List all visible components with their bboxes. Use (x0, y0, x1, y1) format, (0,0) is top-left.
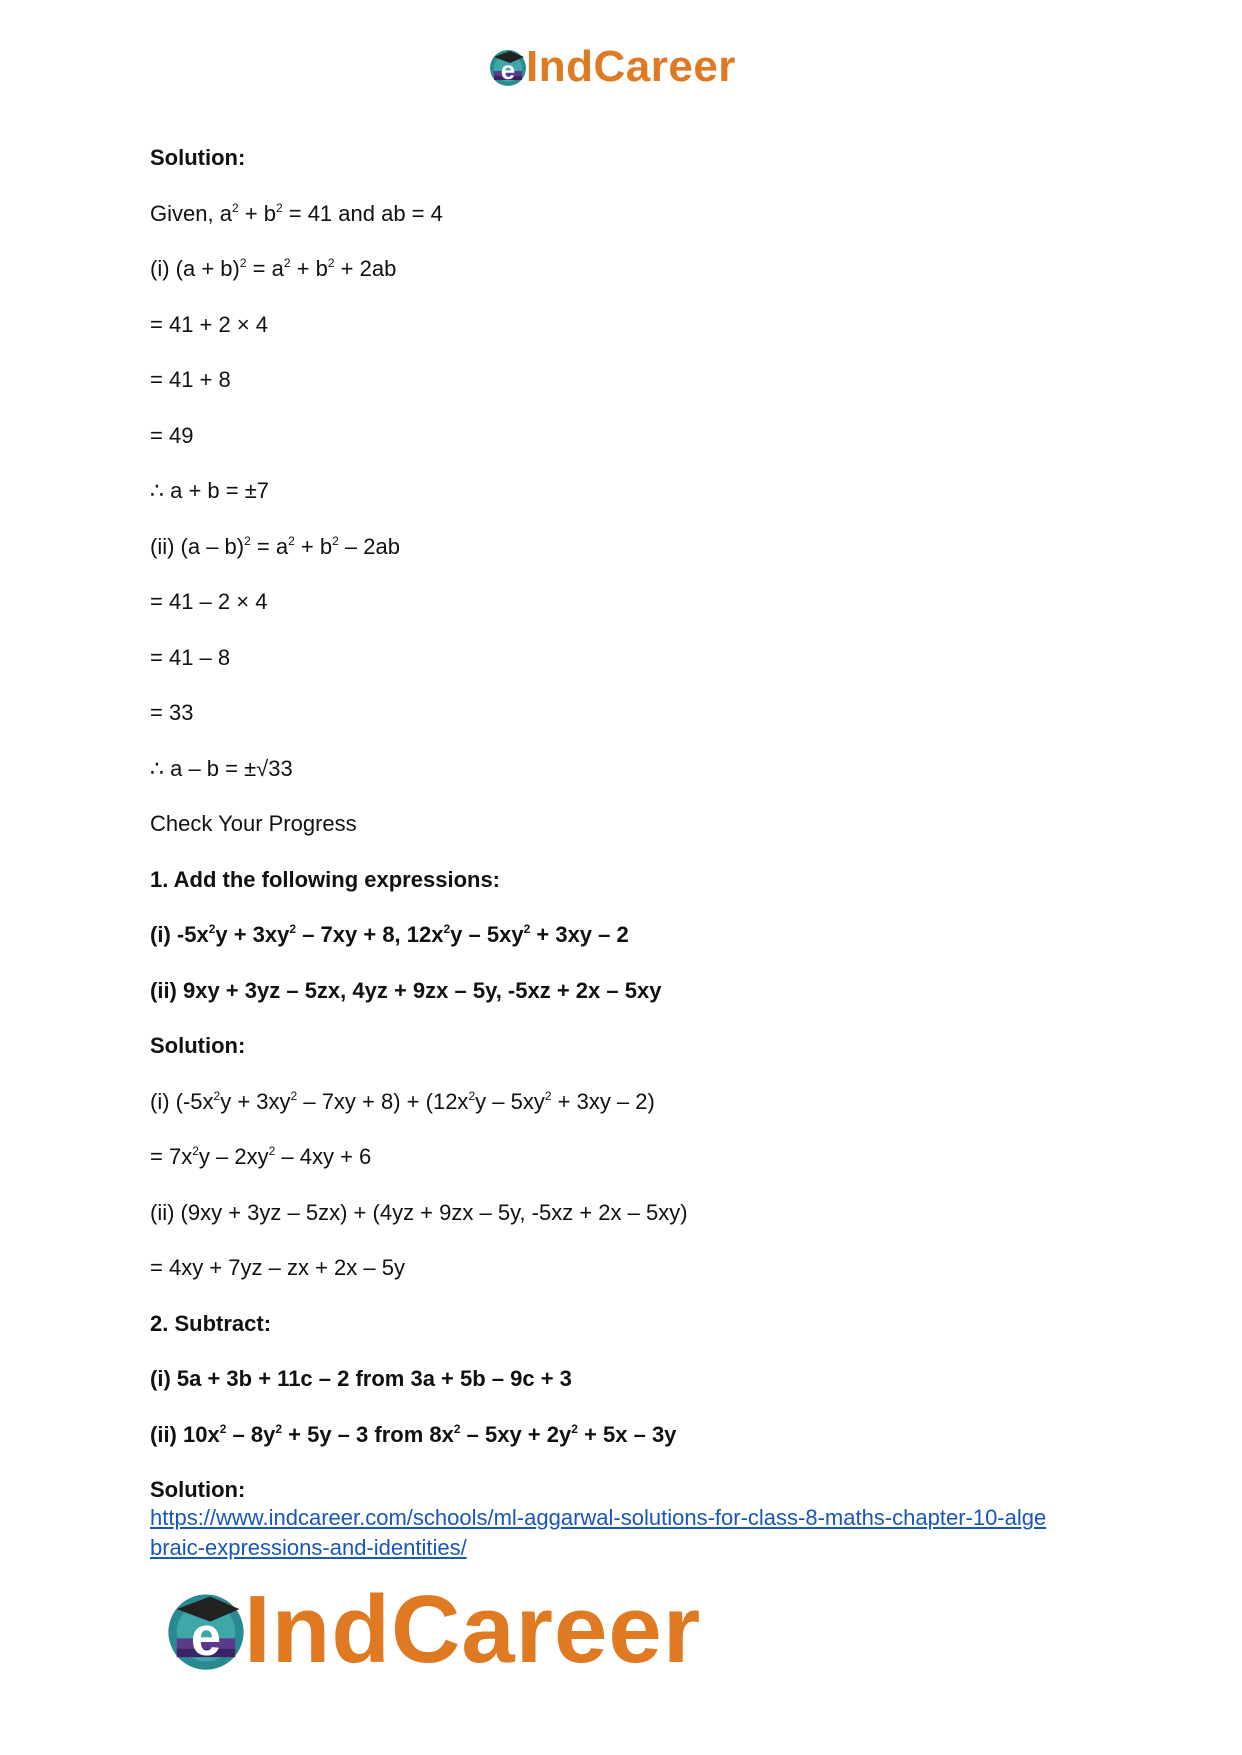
text-line (150, 978, 1100, 1004)
text-line (150, 1200, 1100, 1226)
text-run: (i) (-5x (150, 1088, 214, 1114)
text-line (150, 145, 1100, 171)
text-run: = 41 – 2 × 4 (150, 589, 268, 614)
emblem-letter: e (190, 1606, 222, 1668)
text-run: Given, a (150, 200, 232, 226)
superscript: 2 (219, 1421, 227, 1436)
text-run: – 5xy + 2y (460, 1421, 572, 1447)
superscript: 2 (571, 1421, 578, 1436)
text-run: (i) (a + b) (150, 256, 240, 281)
text-run: – 4xy + 6 (275, 1144, 372, 1169)
link-line-1: https://www.indcareer.com/schools/ml-aggarwal-solutions-for-class-8-maths-chapter-10-alge (150, 1505, 1047, 1530)
text-run: + 3xy – 2 (530, 922, 629, 947)
text-run: (ii) (9xy + 3yz – 5zx) + (4yz + 9zx – 5y, -5xz + 2x – 5xy) (150, 1199, 688, 1225)
link-line-2: braic-expressions-and-identities/ (150, 1535, 467, 1560)
text-line (150, 1033, 1100, 1059)
superscript: 2 (327, 256, 335, 270)
superscript: 2 (239, 256, 247, 270)
text-run: Solution: (150, 145, 246, 170)
superscript: 2 (289, 922, 297, 936)
superscript: 2 (231, 200, 239, 215)
text-line (150, 1144, 1100, 1170)
superscript: 2 (208, 922, 216, 936)
text-line (150, 423, 1100, 449)
text-line (150, 922, 1100, 948)
superscript: 2 (443, 922, 451, 936)
text-run: = 41 + 2 × 4 (150, 311, 269, 337)
text-line (150, 367, 1100, 393)
superscript: 2 (275, 1421, 283, 1436)
text-line (150, 589, 1100, 615)
header-logo (486, 38, 736, 96)
superscript: 2 (523, 922, 531, 936)
solution-link[interactable] (150, 1503, 1100, 1563)
text-run: + 5y – 3 from 8x (282, 1421, 454, 1447)
text-run: 2. Subtract: (150, 1310, 272, 1336)
superscript: 2 (192, 1144, 199, 1158)
text-run: = a (246, 256, 284, 281)
indcareer-emblem-icon (160, 1584, 252, 1676)
text-run: (i) -5x (150, 922, 209, 947)
text-run: (ii) 10x (150, 1421, 220, 1447)
text-run: – 8y (226, 1421, 276, 1447)
superscript: 2 (288, 533, 295, 548)
text-run: (ii) (a – b) (150, 533, 245, 559)
footer-logo (160, 1575, 701, 1685)
text-run: = 41 – 8 (150, 644, 231, 670)
text-run: Solution: (150, 1033, 246, 1058)
text-run: + 5x – 3y (577, 1421, 677, 1447)
text-line (150, 1422, 1100, 1448)
text-run: = 33 (150, 700, 194, 725)
text-run: ∴ a – b = ±√33 (150, 755, 293, 781)
text-run: – 2ab (338, 533, 400, 559)
text-run: = 4xy + 7yz – zx + 2x – 5y (150, 1255, 405, 1280)
emblem-letter: e (500, 55, 516, 85)
text-line (150, 1255, 1100, 1281)
text-run: ∴ a + b = ±7 (150, 478, 270, 503)
text-run: = 41 + 8 (150, 367, 231, 392)
text-run: – 7xy + 8, 12x (296, 922, 444, 947)
text-line (150, 256, 1100, 282)
text-line (150, 811, 1100, 837)
brand-name: IndCareer (244, 1576, 702, 1683)
superscript: 2 (268, 1144, 276, 1158)
superscript: 2 (213, 1088, 221, 1103)
text-line (150, 312, 1100, 338)
solution-link-block (150, 1477, 1100, 1563)
text-run: = 7x (150, 1144, 193, 1169)
text-line (150, 867, 1100, 893)
superscript: 2 (453, 1421, 461, 1436)
superscript: 2 (244, 533, 251, 548)
text-run: (ii) 9xy + 3yz – 5zx, 4yz + 9zx – 5y, -5xz + 2x – 5xy (150, 977, 662, 1003)
text-line (150, 201, 1100, 227)
text-run: y + 3xy (220, 1088, 291, 1114)
superscript: 2 (468, 1088, 476, 1103)
text-run: y + 3xy (215, 922, 290, 947)
text-line (150, 1311, 1100, 1337)
superscript: 2 (290, 1088, 298, 1103)
solution-heading: Solution: (150, 1477, 246, 1502)
document-body (150, 145, 1100, 1563)
text-run: + b (294, 533, 333, 559)
text-run: + 3xy – 2) (551, 1088, 655, 1114)
text-run: y – 2xy (198, 1144, 269, 1169)
text-line (150, 756, 1100, 782)
text-run: y – 5xy (450, 922, 524, 947)
superscript: 2 (332, 533, 339, 548)
text-run: = 49 (150, 422, 194, 448)
text-run: + b (290, 256, 328, 281)
text-run: + b (238, 200, 276, 226)
text-line (150, 478, 1100, 504)
text-run: y – 5xy (475, 1088, 545, 1114)
text-run: + 2ab (334, 256, 397, 281)
text-line (150, 700, 1100, 726)
text-run: = a (250, 533, 289, 559)
brand-name: IndCareer (526, 42, 736, 91)
text-run: (i) 5a + 3b + 11c – 2 from 3a + 5b – 9c + 3 (150, 1366, 572, 1391)
superscript: 2 (544, 1088, 552, 1103)
superscript: 2 (283, 256, 291, 270)
text-line (150, 1089, 1100, 1115)
text-run: 1. Add the following expressions: (150, 866, 501, 892)
text-line (150, 534, 1100, 560)
text-run: Check Your Progress (150, 811, 357, 836)
indcareer-emblem-icon (486, 45, 530, 89)
superscript: 2 (275, 200, 283, 215)
text-line (150, 1366, 1100, 1392)
text-run: – 7xy + 8) + (12x (297, 1088, 469, 1114)
text-line (150, 645, 1100, 671)
text-run: = 41 and ab = 4 (282, 200, 443, 226)
